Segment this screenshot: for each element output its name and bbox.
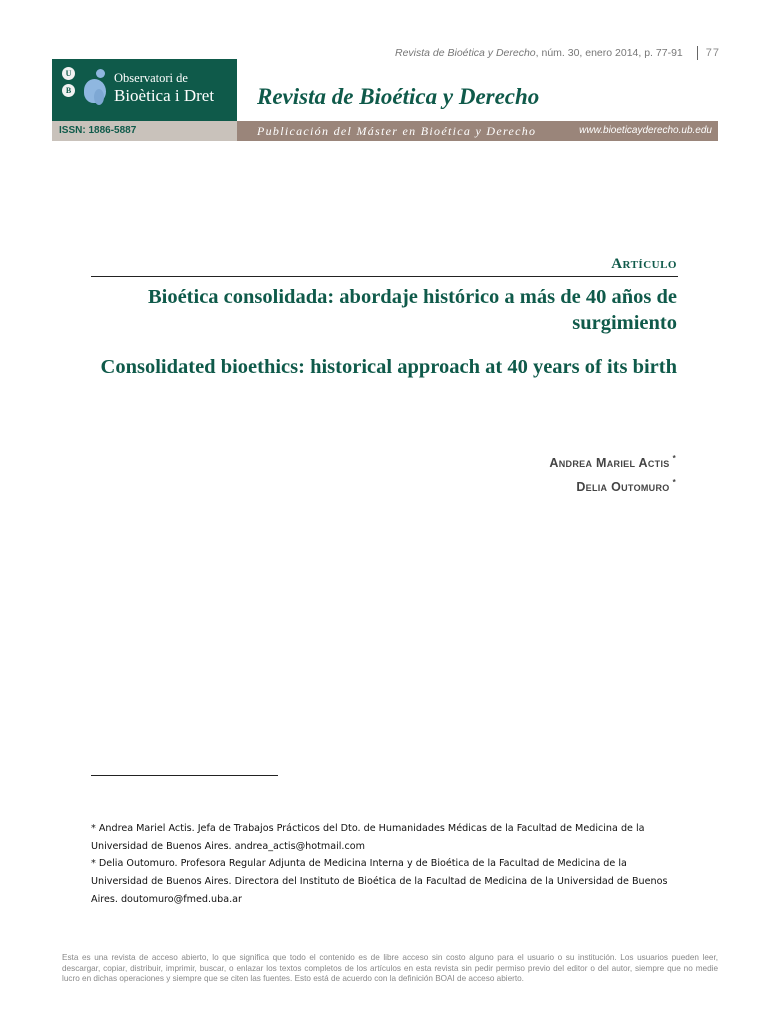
- footnote-marker[interactable]: *: [672, 454, 676, 463]
- author-name: Delia Outomuro: [576, 480, 670, 494]
- logo-letter-u: U: [62, 67, 75, 80]
- footnote-1: * Andrea Mariel Actis. Jefa de Trabajos Prácticos del Dto. de Humanidades Médicas de la Facultad de Medicina de la Universidad de Buenos Aires. andrea_actis@hotmail.com: [91, 823, 645, 852]
- footnote-2: * Delia Outomuro. Profesora Regular Adjunta de Medicina Interna y de Bioética de la Facultad de Medicina de la Universidad de Buenos Aires. Directora del Instituto de Bioética de la Facultad de Medicina de la Universidad de Buenos Aires. doutomuro@fmed.uba.ar: [91, 858, 668, 905]
- ub-emblem-icon: [62, 67, 76, 101]
- logo-blob-icon: [96, 69, 105, 78]
- author-2: [576, 478, 676, 494]
- header-divider: [697, 46, 698, 60]
- citation-details: , núm. 30, enero 2014, p. 77-91: [535, 47, 683, 59]
- author-name: Andrea Mariel Actis: [549, 456, 670, 470]
- logo-blob-icon: [94, 89, 104, 105]
- title-english: Consolidated bioethics: historical approach at 40 years of its birth: [100, 356, 677, 378]
- citation-journal: Revista de Bioética y Derecho: [394, 47, 536, 59]
- title-spanish: Bioética consolidada: abordaje histórico a más de 40 años de surgimiento: [147, 286, 677, 334]
- section-rule: [91, 276, 678, 277]
- journal-subtitle: Publicación del Máster en Bioética y Derecho: [257, 124, 537, 138]
- logo-line-1: Observatori de: [114, 71, 188, 85]
- footnote-marker[interactable]: *: [672, 478, 676, 487]
- issn: ISSN: 1886-5887: [52, 121, 237, 141]
- logo-line-2: Bioètica i Dret: [114, 86, 215, 105]
- author-1: [549, 454, 676, 470]
- masthead-bar: [52, 121, 718, 141]
- observatori-logo[interactable]: [52, 59, 237, 121]
- running-header: [395, 46, 720, 60]
- journal-url-link[interactable]: www.bioeticayderecho.ub.edu: [579, 125, 712, 136]
- logo-letter-b: B: [62, 84, 75, 97]
- footnote-rule: [91, 775, 278, 776]
- page-number: 77: [705, 47, 720, 59]
- journal-title: Revista de Bioética y Derecho: [257, 84, 540, 109]
- open-access-note: Esta es una revista de acceso abierto, lo que significa que todo el contenido es de libre acceso sin costo alguno para el usuario o su institución. Los usuarios pueden leer, descargar, copiar, distribuir, imprimir, buscar, o enlazar los textos completos de los artículos en esta revista sin pedir permiso previo del editor o del autor, siempre que no medie lucro en dichas operaciones y siempre que se citen las fuentes. Esto está de acuerdo con la definición BOAI de acceso abierto.: [62, 953, 718, 984]
- section-label: Artículo: [611, 256, 677, 272]
